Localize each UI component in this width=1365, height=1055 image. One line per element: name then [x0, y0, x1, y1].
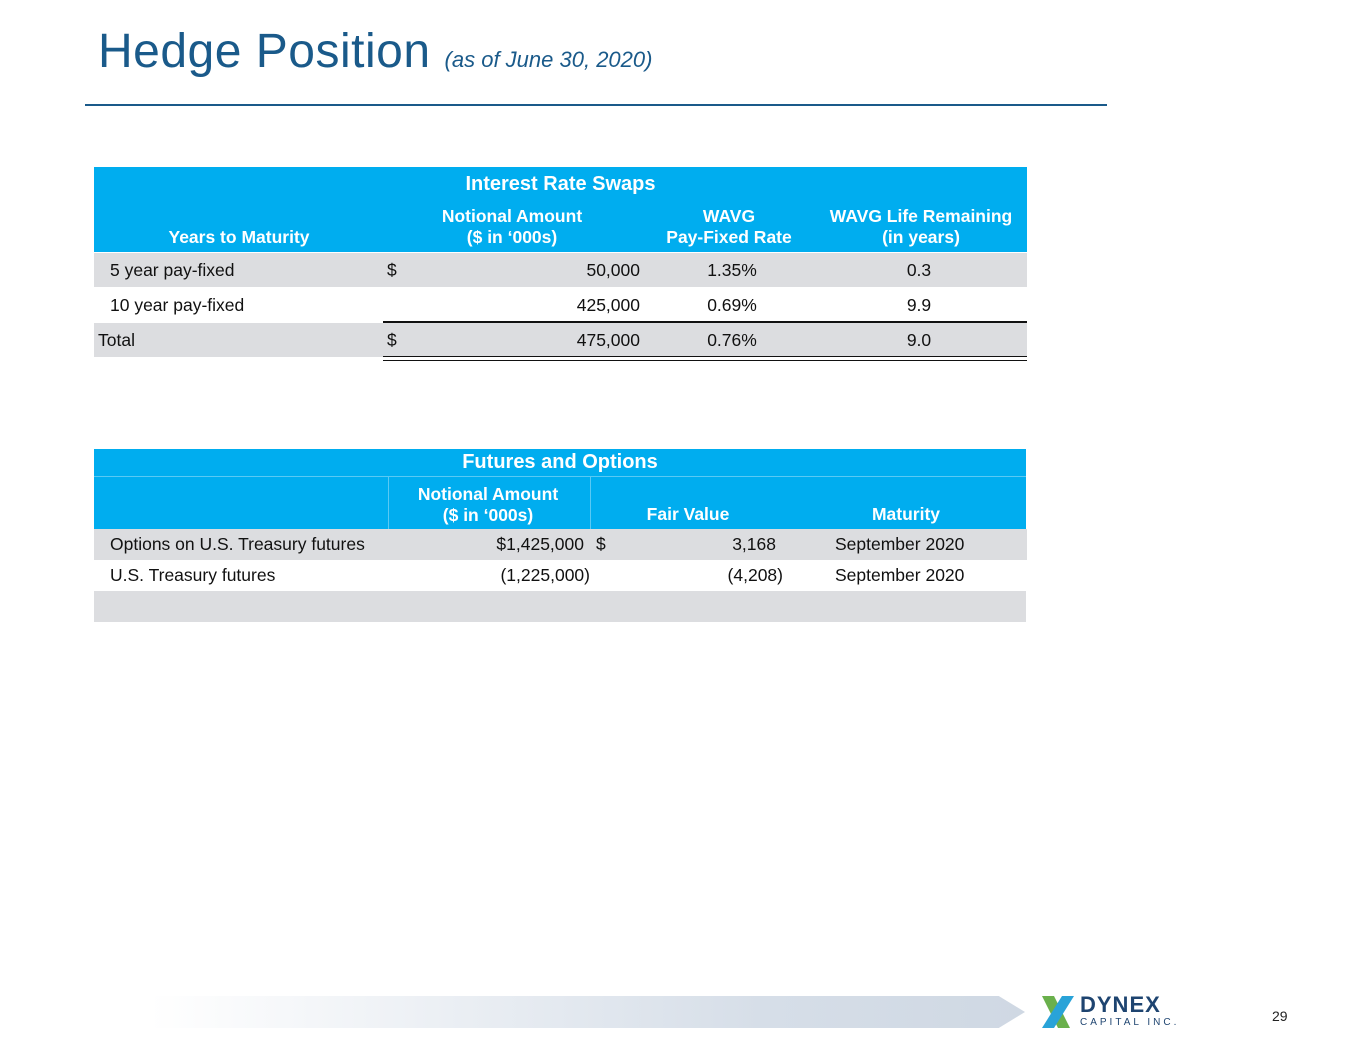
empty-row: [94, 591, 1026, 622]
swaps-heading: Interest Rate Swaps: [465, 173, 656, 195]
row-label: Options on U.S. Treasury futures: [110, 534, 365, 554]
row-notional: $1,425,000: [496, 534, 584, 554]
col-notional-line2: ($ in ‘000s): [466, 227, 558, 247]
logo-tagline: CAPITAL INC.: [1080, 1017, 1180, 1028]
row-maturity: September 2020: [835, 534, 965, 554]
row-rate: 1.35%: [707, 259, 757, 280]
table-row: [94, 560, 1027, 591]
dynex-x-icon: [1040, 994, 1076, 1030]
header-divider: [94, 476, 1026, 477]
row-notional: 50,000: [586, 259, 640, 280]
total-row: [94, 323, 1027, 357]
interest-rate-swaps-table: [94, 167, 1027, 359]
row-fair-value: 3,168: [732, 534, 776, 554]
table-row: [94, 288, 1027, 322]
col-life-line1: WAVG Life Remaining: [829, 206, 1013, 226]
row-label: 5 year pay-fixed: [110, 259, 235, 280]
col-notional-amount: [388, 484, 588, 526]
table-row: [94, 253, 1027, 287]
table-row: [94, 529, 1027, 560]
row-maturity: September 2020: [835, 565, 965, 585]
futures-header: [94, 449, 1026, 529]
col-notional-line2: ($ in ‘000s): [442, 505, 534, 525]
col-notional-line1: Notional Amount: [441, 206, 583, 226]
total-life: 9.0: [906, 329, 932, 350]
total-dollar-sign: $: [387, 329, 397, 350]
title-divider: [85, 104, 1107, 106]
col-wavg-rate: [639, 206, 819, 248]
total-double-rule: [383, 356, 1027, 361]
futures-options-table: [94, 449, 1027, 623]
row-notional: (1,225,000): [500, 565, 590, 585]
col-wavg-life: [816, 206, 1026, 248]
row-rate: 0.69%: [707, 294, 757, 315]
col-rate-line1: WAVG: [702, 206, 756, 226]
col-rate-line2: Pay-Fixed Rate: [666, 227, 792, 247]
page-title: [98, 24, 652, 79]
row-label: U.S. Treasury futures: [110, 565, 276, 585]
row-life: 9.9: [906, 294, 932, 315]
company-logo: [1040, 992, 1180, 1032]
header-divider: [590, 477, 591, 529]
col-fair-value: Fair Value: [646, 504, 730, 524]
logo-wordmark: DYNEX: [1080, 992, 1161, 1017]
col-notional-line1: Notional Amount: [417, 484, 559, 504]
page-number: 29: [1272, 1008, 1288, 1024]
row-label: 10 year pay-fixed: [110, 294, 245, 315]
col-years-to-maturity: Years to Maturity: [168, 227, 310, 247]
futures-heading: Futures and Options: [462, 451, 658, 473]
row-dollar-sign: $: [387, 259, 397, 280]
row-notional: 425,000: [576, 294, 640, 315]
col-notional-amount: [412, 206, 612, 248]
row-dollar-sign: $: [596, 534, 606, 554]
col-maturity: Maturity: [871, 504, 941, 524]
total-notional: 475,000: [576, 329, 640, 350]
row-fair-value: (4,208): [727, 565, 783, 585]
title-main: Hedge Position: [98, 25, 431, 78]
total-rate: 0.76%: [707, 329, 757, 350]
footer-bar: [150, 996, 1025, 1028]
total-label: Total: [98, 329, 135, 350]
col-life-line2: (in years): [882, 227, 960, 247]
title-date: (as of June 30, 2020): [444, 47, 653, 72]
swaps-header: [94, 167, 1027, 252]
row-life: 0.3: [906, 259, 932, 280]
